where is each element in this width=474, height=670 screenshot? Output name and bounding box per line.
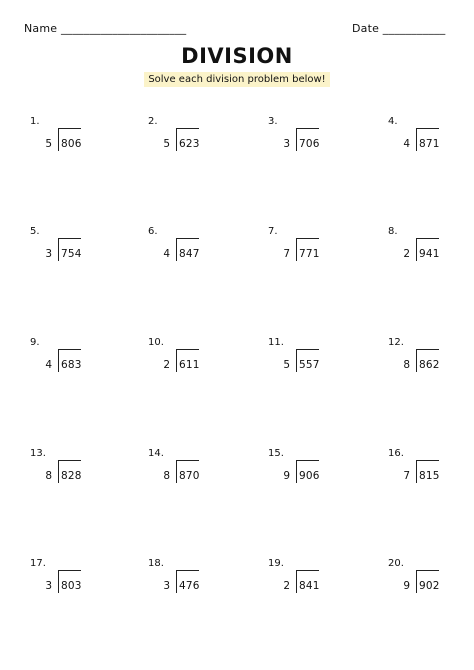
dividend: 706 (299, 138, 320, 150)
division-problem (382, 226, 462, 286)
dividend: 941 (419, 248, 440, 260)
worksheet-title: DIVISION (181, 44, 293, 68)
dividend: 771 (299, 248, 320, 260)
dividend: 862 (419, 359, 440, 371)
divisor: 9 (283, 470, 290, 482)
dividend: 906 (299, 470, 320, 482)
divisor: 7 (403, 470, 410, 482)
problem-number: 2. (148, 116, 158, 127)
divisor: 2 (163, 359, 170, 371)
problem-number: 19. (268, 558, 284, 569)
dividend: 902 (419, 580, 440, 592)
division-problem (24, 337, 104, 397)
divisor: 4 (45, 359, 52, 371)
divisor: 4 (403, 138, 410, 150)
name-field-label: Name ______________________ (24, 22, 187, 35)
division-problem (382, 116, 462, 176)
divisor: 7 (283, 248, 290, 260)
division-problem (142, 116, 222, 176)
dividend: 476 (179, 580, 200, 592)
dividend: 871 (419, 138, 440, 150)
divisor: 2 (283, 580, 290, 592)
problem-number: 20. (388, 558, 404, 569)
division-problem (382, 337, 462, 397)
divisor: 3 (163, 580, 170, 592)
problem-number: 14. (148, 448, 164, 459)
division-problem (142, 337, 222, 397)
problem-number: 9. (30, 337, 40, 348)
problem-number: 1. (30, 116, 40, 127)
division-problem (262, 116, 342, 176)
dividend: 841 (299, 580, 320, 592)
divisor: 4 (163, 248, 170, 260)
problem-number: 17. (30, 558, 46, 569)
problem-number: 11. (268, 337, 284, 348)
division-problem (142, 558, 222, 618)
division-problem (382, 558, 462, 618)
division-problem (262, 448, 342, 508)
divisor: 3 (283, 138, 290, 150)
dividend: 806 (61, 138, 82, 150)
division-problem (262, 558, 342, 618)
divisor: 9 (403, 580, 410, 592)
dividend: 683 (61, 359, 82, 371)
divisor: 3 (45, 248, 52, 260)
divisor: 2 (403, 248, 410, 260)
division-problem (382, 448, 462, 508)
dividend: 847 (179, 248, 200, 260)
dividend: 754 (61, 248, 82, 260)
division-problem (24, 448, 104, 508)
divisor: 5 (283, 359, 290, 371)
dividend: 803 (61, 580, 82, 592)
problem-number: 6. (148, 226, 158, 237)
problem-number: 16. (388, 448, 404, 459)
problem-number: 13. (30, 448, 46, 459)
problem-number: 15. (268, 448, 284, 459)
division-problem (142, 448, 222, 508)
divisor: 3 (45, 580, 52, 592)
dividend: 557 (299, 359, 320, 371)
division-problem (262, 337, 342, 397)
problem-number: 12. (388, 337, 404, 348)
problem-number: 3. (268, 116, 278, 127)
dividend: 611 (179, 359, 200, 371)
division-problem (24, 116, 104, 176)
divisor: 5 (45, 138, 52, 150)
dividend: 870 (179, 470, 200, 482)
dividend: 815 (419, 470, 440, 482)
dividend: 623 (179, 138, 200, 150)
division-problem (24, 558, 104, 618)
divisor: 5 (163, 138, 170, 150)
problem-number: 10. (148, 337, 164, 348)
problem-number: 5. (30, 226, 40, 237)
worksheet-instructions: Solve each division problem below! (144, 72, 329, 87)
dividend: 828 (61, 470, 82, 482)
subtitle-container (0, 67, 474, 87)
divisor: 8 (45, 470, 52, 482)
problem-number: 8. (388, 226, 398, 237)
divisor: 8 (163, 470, 170, 482)
division-problem (142, 226, 222, 286)
divisor: 8 (403, 359, 410, 371)
problem-number: 18. (148, 558, 164, 569)
problem-number: 4. (388, 116, 398, 127)
date-field-label: Date ___________ (352, 22, 446, 35)
division-problem (262, 226, 342, 286)
problem-number: 7. (268, 226, 278, 237)
division-problem (24, 226, 104, 286)
